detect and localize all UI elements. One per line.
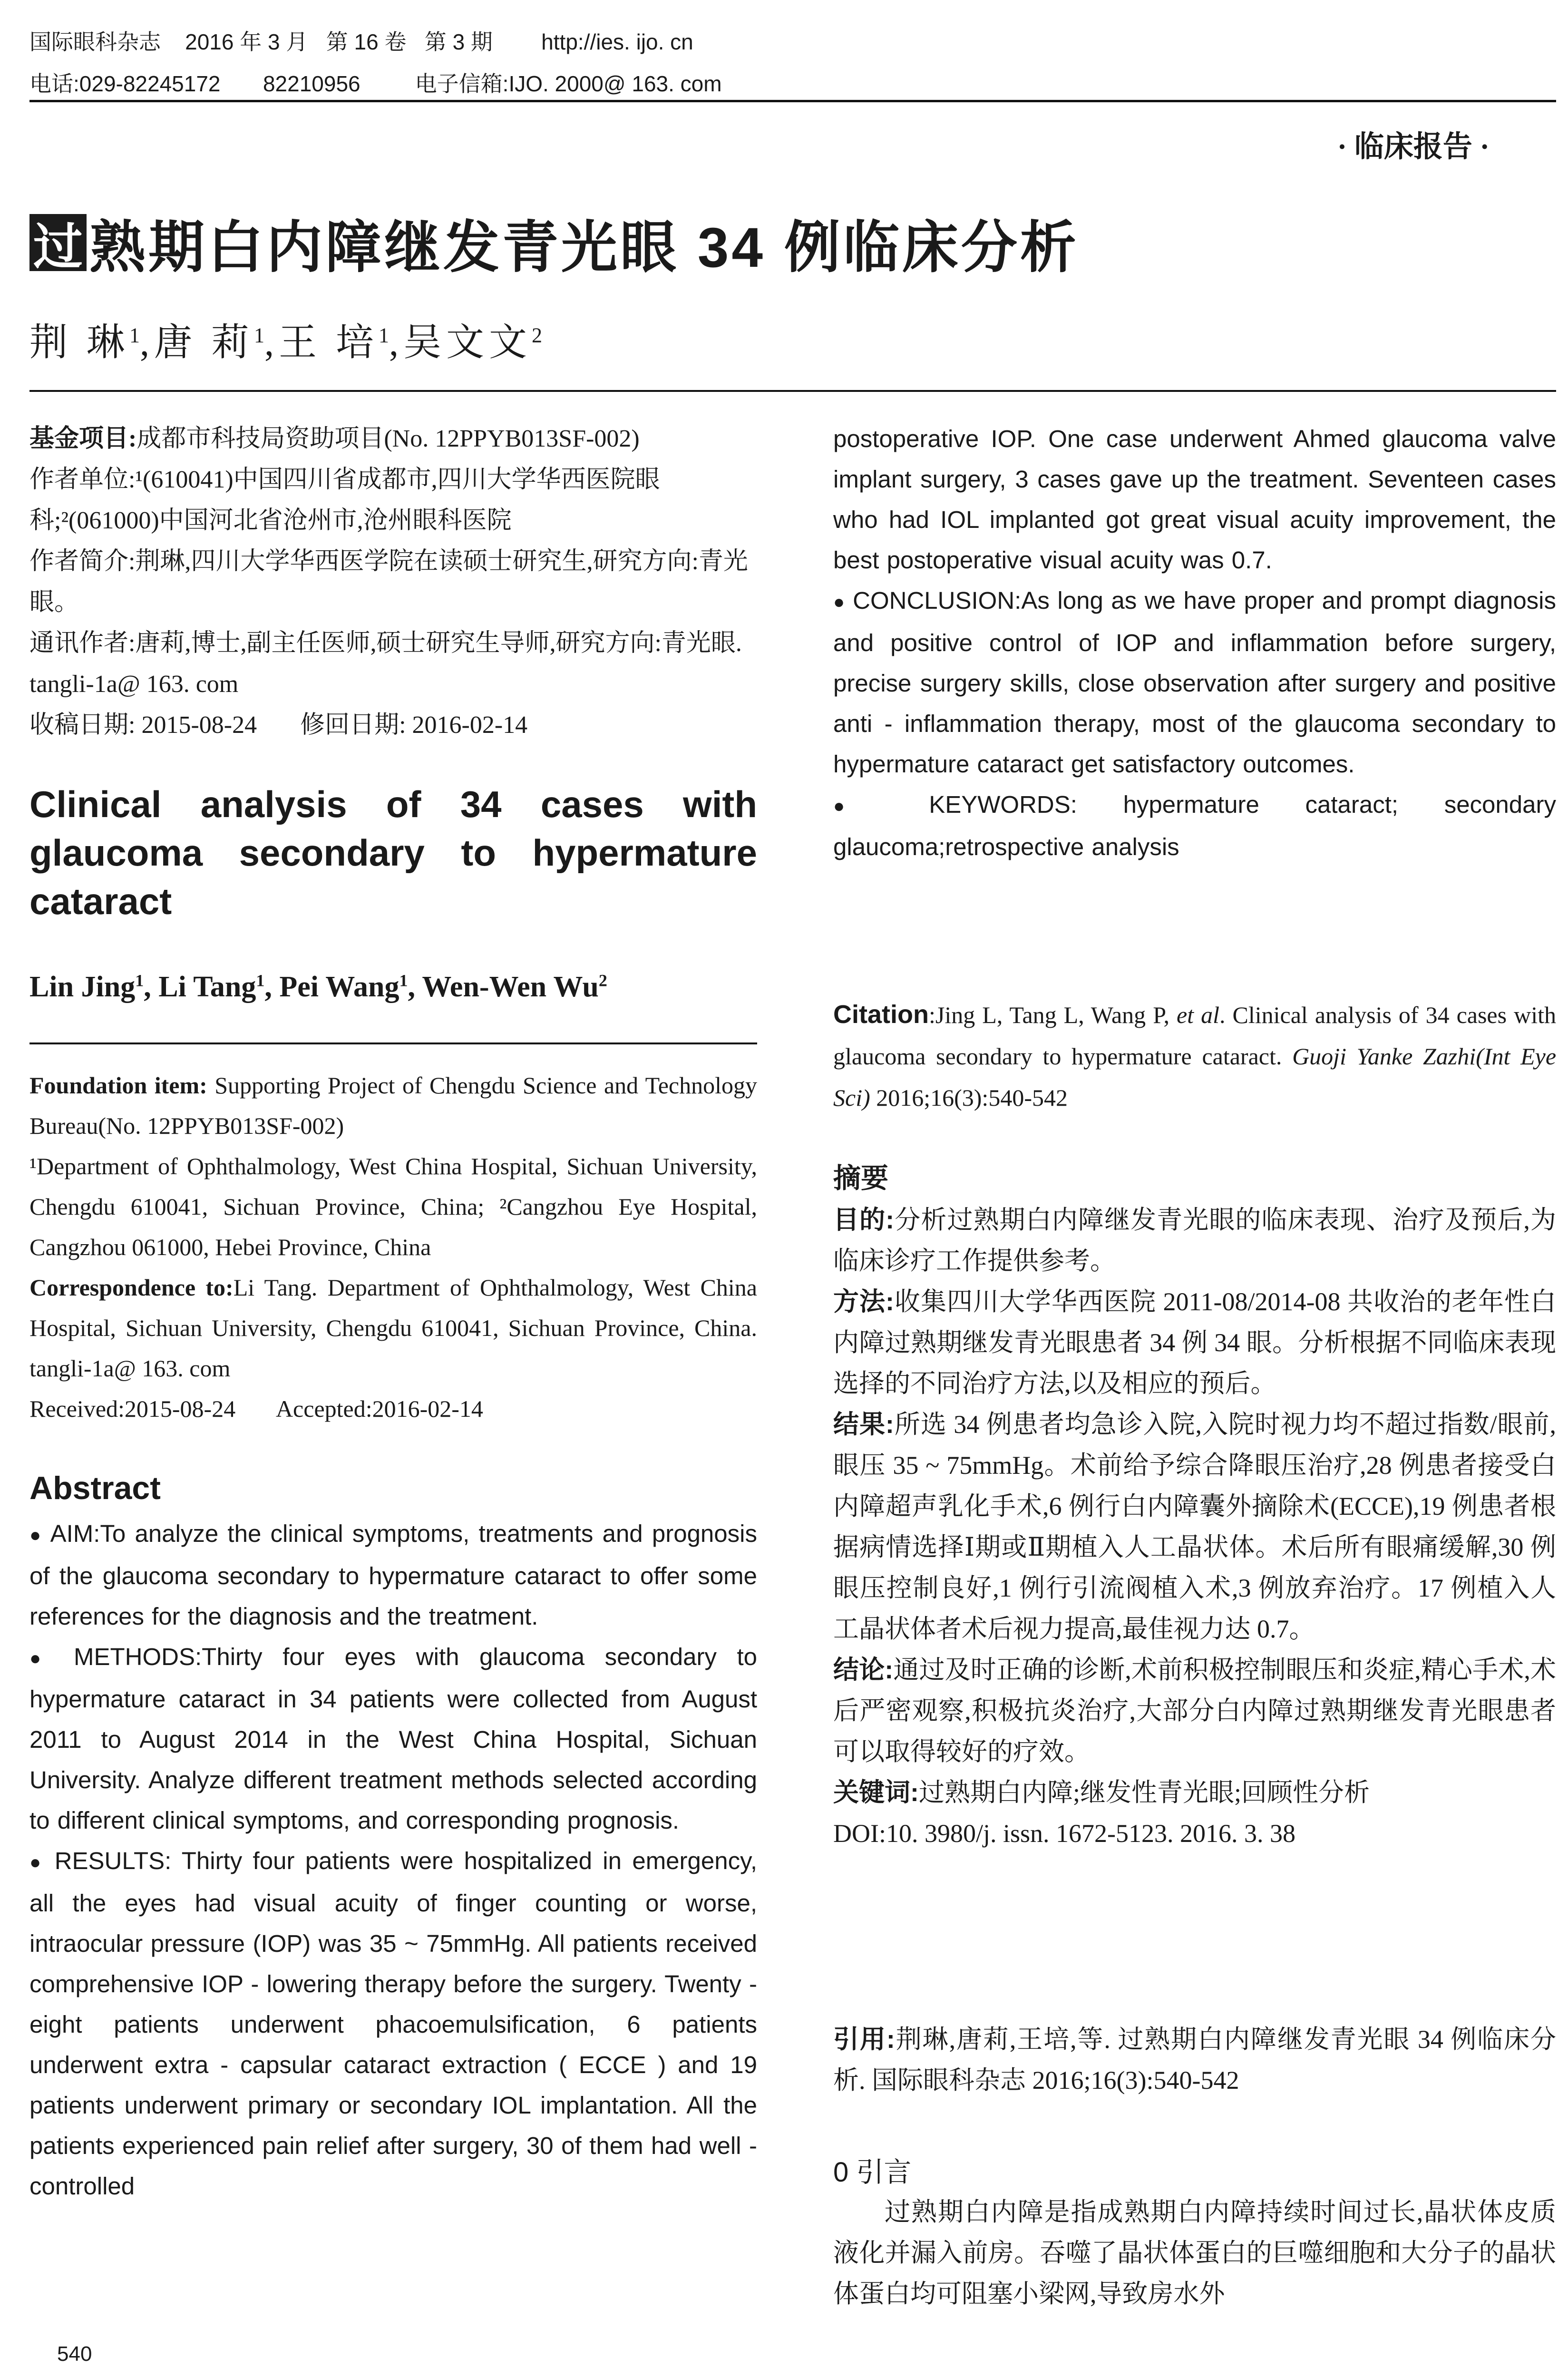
bullet-icon: ● xyxy=(833,592,845,613)
authors-rule xyxy=(29,1042,757,1044)
corr-text: 唐莉,博士,副主任医师,硕士研究生导师,研究方向:青光眼. tangli-1a@ 163. com xyxy=(29,630,742,698)
meta-en xyxy=(29,1065,757,1429)
page-number: 540 xyxy=(57,2342,92,2366)
citation-journal-abbr: (Int Eye Sci) xyxy=(833,1043,1557,1111)
citation-title: . Clinical analysis of 34 cases with glaucoma secondary to hypermature cataract. xyxy=(833,1002,1556,1070)
abstract-results: RESULTS: Thirty four patients were hospitalized in emergency, all the eyes had visual acuity of finger counting or worse, intraocular pressure (IOP) was 35 ~ 75mmHg. All patients received comprehensive IOP - lowering therapy before the surgery. Twenty - eight patients underwent phacoemulsification, 6 patients underwent extra - capsular cataract extraction ( ECCE ) and 19 patients underwent primary or secondary IOL implantation. All the patients experienced pain relief after surgery, 30 of them had well - controlled xyxy=(29,1847,757,2200)
abstract-results-continued: postoperative IOP. One case underwent Ahmed glaucoma valve implant surgery, 3 cases gave up the treatment. Seventeen cases who had IOL implanted got great visual acuity improvement, the best postoperative visual acuity was 0.7. xyxy=(833,425,1556,574)
abstract-keywords: KEYWORDS: hypermature cataract; secondary glaucoma;retrospective analysis xyxy=(833,791,1556,861)
introduction xyxy=(833,2150,1556,2314)
citation-authors: :Jing L, Tang L, Wang P, xyxy=(928,1002,1177,1028)
cn-conclusion-label: 结论: xyxy=(833,1656,894,1684)
citation-label: Citation xyxy=(833,1000,929,1029)
title-text: 熟期白内障继发青光眼 34 例临床分析 xyxy=(89,216,1079,279)
journal-header-line2: 电话:029-82245172 82210956 电子信箱:IJO. 2000@ 163. com xyxy=(29,71,722,96)
cn-conclusion: 通过及时正确的诊断,术前积极控制眼压和炎症,精心手术,术后严密观察,积极抗炎治疗,大部分白内障过熟期继发青光眼患者可以取得较好的疗效。 xyxy=(833,1656,1556,1766)
cn-keywords-label: 关键词: xyxy=(833,1778,919,1807)
fund-label: 基金项目: xyxy=(29,425,137,452)
bullet-icon: ● xyxy=(29,1648,54,1669)
meta-cn xyxy=(29,419,757,746)
cn-cite-text: 荆琳,唐莉,王培,等. 过熟期白内障继发青光眼 34 例临床分析. 国际眼科杂志 2016;16(3):540-542 xyxy=(833,2025,1557,2094)
bullet-icon: ● xyxy=(833,796,883,817)
abstract-methods: METHODS:Thirty four eyes with glaucoma secondary to hypermature cataract in 34 patients were collected from August 2011 to August 2014 in the West China Hospital, Sichuan University. Analyze different treatment methods selected according to different clinical symptoms, and corresponding prognosis. xyxy=(29,1643,757,1834)
author-name: 吴文文 xyxy=(403,322,532,364)
citation-journal: Guoji Yanke Zazhi xyxy=(1292,1043,1476,1070)
author-name: Li Tang xyxy=(158,971,256,1003)
correspondence-text: Li Tang. Department of Ophthalmology, West China Hospital, Sichuan University, Chengdu 610041, Sichuan Province, China. tangli-1a@ 163. com xyxy=(29,1274,757,1382)
cn-methods: 收集四川大学华西医院 2011-08/2014-08 共收治的老年性白内障过熟期继发青光眼患者 34 例 34 眼。分析根据不同临床表现选择的不同治疗方法,以及相应的预后。 xyxy=(833,1287,1557,1398)
author-affiliation-mark: 1 xyxy=(129,323,140,347)
article-title xyxy=(29,202,1079,283)
cn-methods-label: 方法: xyxy=(833,1287,894,1316)
journal-header-line1: 国际眼科杂志 2016 年 3 月 第 16 卷 第 3 期 http://ies. ijo. cn xyxy=(29,29,693,54)
citation-etal: et al xyxy=(1176,1002,1219,1028)
dates-cn: 收稿日期: 2015-08-24 修回日期: 2016-02-14 xyxy=(29,711,528,739)
cn-aim-label: 目的: xyxy=(833,1206,895,1234)
abstract-aim: AIM:To analyze the clinical symptoms, treatments and prognosis of the glaucoma secondary to hypermature cataract to offer some references for the diagnosis and the treatment. xyxy=(29,1520,757,1630)
author-affiliation-mark: 1 xyxy=(399,971,408,990)
citation-cn xyxy=(833,2019,1556,2101)
author-name: Lin Jing xyxy=(29,971,136,1003)
author-separator: , xyxy=(408,971,422,1003)
abstract-continued xyxy=(833,419,1556,867)
unit-text: ¹(610041)中国四川省成都市,四川大学华西医院眼科;²(061000)中国河北省沧州市,沧州眼科医院 xyxy=(29,466,660,534)
author-affiliation-mark: 2 xyxy=(532,323,542,347)
bullet-icon: ● xyxy=(29,1525,43,1546)
abstract-body xyxy=(29,1513,757,2206)
title-rule xyxy=(29,390,1556,392)
bullet-icon: ● xyxy=(29,1852,44,1873)
cn-aim: 分析过熟期白内障继发青光眼的临床表现、治疗及预后,为临床诊疗工作提供参考。 xyxy=(833,1206,1557,1275)
author-name: 唐 莉 xyxy=(154,322,254,364)
citation-volume: 2016;16(3):540-542 xyxy=(870,1084,1068,1111)
correspondence-label: Correspondence to: xyxy=(29,1274,234,1301)
author-name: 荆 琳 xyxy=(29,322,129,364)
author-name: Wen-Wen Wu xyxy=(422,971,599,1003)
cn-keywords: 过熟期白内障;继发性青光眼;回顾性分析 xyxy=(918,1778,1370,1807)
intro-heading: 0 引言 xyxy=(833,2157,912,2188)
foundation-label: Foundation item: xyxy=(29,1072,207,1099)
author-separator: , xyxy=(264,971,280,1003)
author-affiliation-mark: 2 xyxy=(598,971,607,990)
author-affiliation-mark: 1 xyxy=(256,971,265,990)
abstract-heading: Abstract xyxy=(29,1470,161,1506)
author-name: Pei Wang xyxy=(279,971,399,1003)
header-rule xyxy=(29,100,1556,102)
cn-cite-label: 引用: xyxy=(833,2025,895,2054)
author-name: 王 培 xyxy=(279,322,379,364)
cn-abstract-heading: 摘要 xyxy=(833,1163,889,1194)
author-affiliation-mark: 1 xyxy=(135,971,144,990)
bio-label: 作者简介: xyxy=(29,548,136,575)
foundation-text: Supporting Project of Chengdu Science and Technology Bureau(No. 12PPYB013SF-002) xyxy=(29,1072,757,1139)
corr-label: 通讯作者: xyxy=(29,630,136,657)
unit-label: 作者单位: xyxy=(29,466,136,493)
authors-cn: 荆 琳$^1$,唐 莉$^1$,王 培$^1$,吴文文$^2$ xyxy=(29,322,542,364)
bio-text: 荆琳,四川大学华西医学院在读硕士研究生,研究方向:青光眼。 xyxy=(29,548,748,616)
title-initial-badge: 过 xyxy=(29,214,87,271)
cn-abstract xyxy=(833,1156,1556,1854)
fund-text: 成都市科技局资助项目(No. 12PPYB013SF-002) xyxy=(136,425,640,452)
doi: DOI:10. 3980/j. issn. 1672-5123. 2016. 3. 38 xyxy=(833,1819,1295,1848)
citation-en xyxy=(833,994,1556,1119)
authors-en xyxy=(29,970,757,1004)
abstract-conclusion: CONCLUSION:As long as we have proper and prompt diagnosis and positive control of IOP and inflammation before surgery, precise surgery skills, close observation after surgery and positive anti - inflammation therapy, most of the glaucoma secondary to hypermature cataract get satisfactory outcomes. xyxy=(833,587,1557,778)
english-title: Clinical analysis of 34 cases with glaucoma secondary to hypermature cataract xyxy=(29,783,757,922)
cn-results: 所选 34 例患者均急诊入院,入院时视力均不超过指数/眼前,眼压 35 ~ 75mmHg。术前给予综合降眼压治疗,28 例患者接受白内障超声乳化手术,6 例行白内障囊外摘除术(ECCE),19 例患者根据病情选择Ⅰ期或Ⅱ期植入人工晶状体。术后所有眼痛缓解,30 例眼压控制良好,1 例行引流阀植入术,3 例放弃治疗。17 例植入人工晶状体者术后视力提高,最佳视力达 0.7。 xyxy=(833,1410,1556,1643)
author-affiliation-mark: 1 xyxy=(379,323,389,347)
dates-en: Received:2015-08-24 Accepted:2016-02-14 xyxy=(29,1395,483,1422)
section-tag: · 临床报告 · xyxy=(1337,131,1490,163)
affiliations-en: ¹Department of Ophthalmology, West China Hospital, Sichuan University, Chengdu 610041, Sichuan Province, China; ²Cangzhou Eye Hospital, Cangzhou 061000, Hebei Province, China xyxy=(29,1153,757,1260)
author-separator: , xyxy=(144,971,159,1003)
author-affiliation-mark: 1 xyxy=(254,323,264,347)
intro-text: 过熟期白内障是指成熟期白内障持续时间过长,晶状体皮质液化并漏入前房。吞噬了晶状体蛋白的巨噬细胞和大分子的晶状体蛋白均可阻塞小梁网,导致房水外 xyxy=(833,2198,1556,2308)
cn-results-label: 结果: xyxy=(833,1410,894,1439)
